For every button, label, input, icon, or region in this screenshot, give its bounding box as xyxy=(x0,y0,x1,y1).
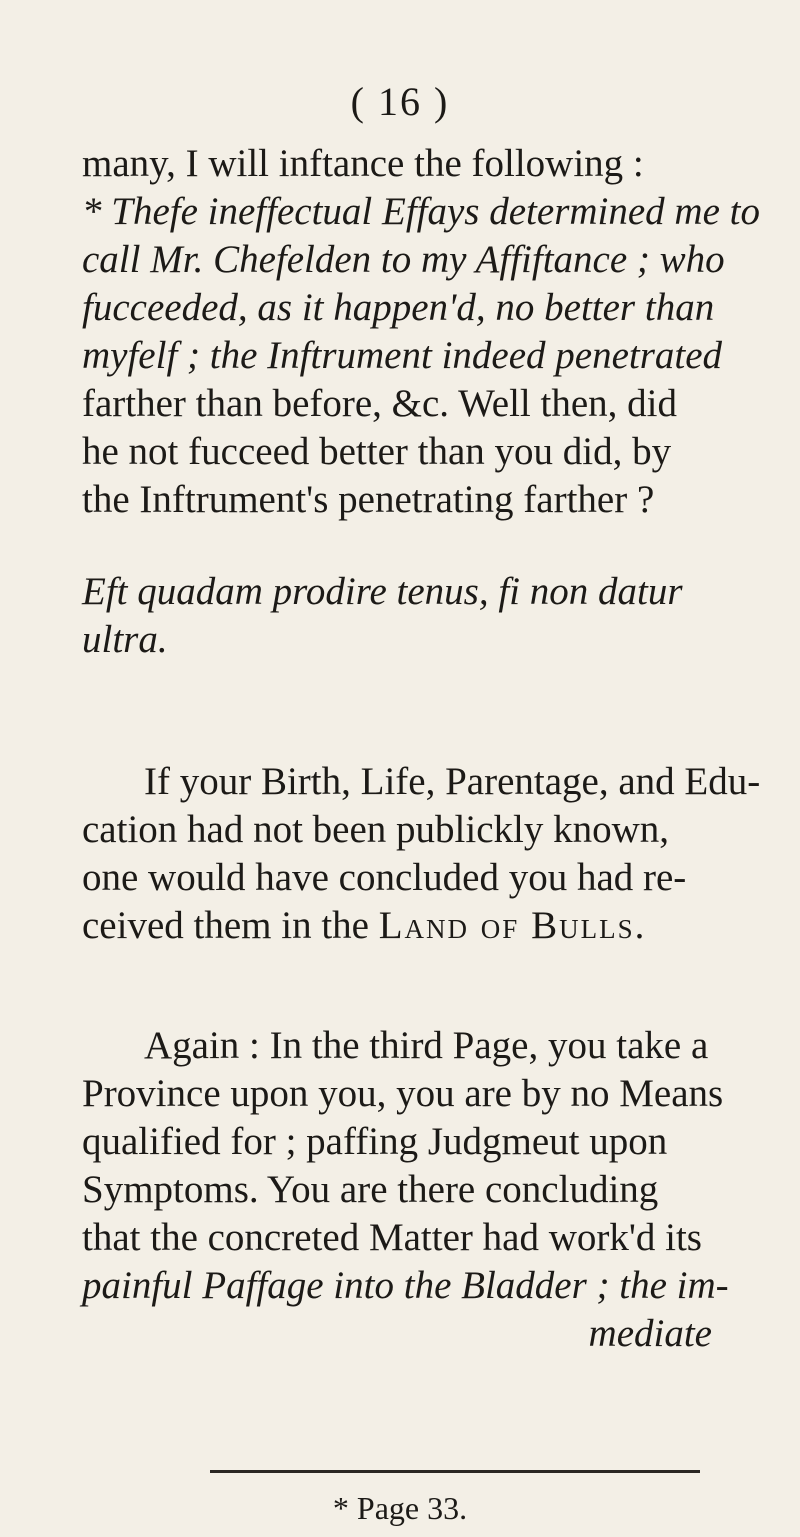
paragraph-1 xyxy=(82,140,760,524)
text-line: Province upon you, you are by no Means xyxy=(82,1072,724,1115)
text-fragment: ceived them in the xyxy=(82,904,369,947)
text-line: that the concreted Matter had work'd its xyxy=(82,1216,702,1259)
text-line: cation had not been publickly known, xyxy=(82,808,670,851)
text-line: the Inftrument's penetrating farther ? xyxy=(82,478,655,521)
text-line xyxy=(82,902,712,950)
page-number: ( 16 ) xyxy=(350,79,450,124)
text-line: he not fucceed better than you did, by xyxy=(82,430,672,473)
text-line: ultra. xyxy=(82,618,168,661)
text-line: farther than before, &c. Well then, did xyxy=(82,382,677,425)
catchword: mediate xyxy=(588,1312,712,1355)
paragraph-2 xyxy=(82,758,761,950)
text-line: fucceeded, as it happen'd, no better than xyxy=(82,286,715,329)
text-line: Again : In the third Page, you take a xyxy=(144,1024,709,1067)
text-line: painful Paffage into the Bladder ; the im- xyxy=(82,1264,729,1307)
text-line: myfelf ; the Inftrument indeed penetrated xyxy=(82,334,723,377)
latin-quotation xyxy=(82,568,712,664)
small-caps-phrase: Land of Bulls. xyxy=(378,904,647,947)
text-line: Symptoms. You are there concluding xyxy=(82,1168,659,1211)
text-line: Eft quadam prodire tenus, fi non datur xyxy=(82,570,683,613)
text-line: call Mr. Chefelden to my Affiftance ; who xyxy=(82,238,725,281)
text-line: one would have concluded you had re- xyxy=(82,856,687,899)
footnote-rule xyxy=(210,1470,700,1473)
footnote: * Page 33. xyxy=(332,1490,468,1526)
text-line: qualified for ; paffing Judgmeut upon xyxy=(82,1120,668,1163)
text-line: * Thefe ineffectual Effays determined me to xyxy=(82,190,760,233)
text-line: If your Birth, Life, Parentage, and Edu- xyxy=(144,760,761,803)
paragraph-3 xyxy=(82,1022,729,1358)
text-line: many, I will inftance the following : xyxy=(82,142,644,185)
